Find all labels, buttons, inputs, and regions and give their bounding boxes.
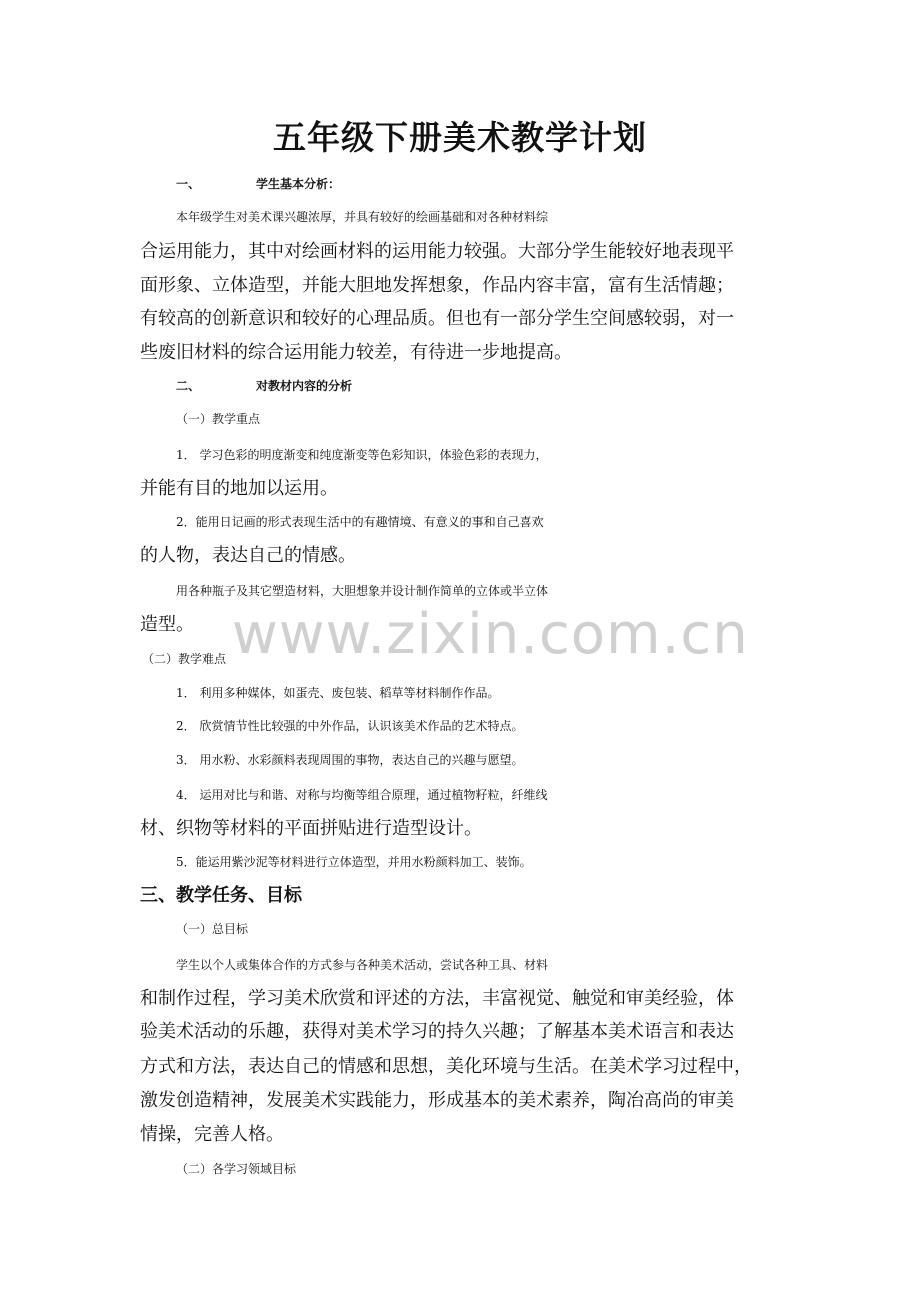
- paragraph-line: 本年级学生对美术课兴趣浓厚，并具有较好的绘画基础和对各种材料综: [176, 210, 549, 224]
- paragraph-line: 情操，完善人格。: [140, 1124, 284, 1145]
- paragraph-line: 方式和方法，表达自己的情感和思想，美化环境与生活。在美术学习过程中，: [140, 1056, 752, 1077]
- paragraph-line: 些废旧材料的综合运用能力较差，有待进一步地提高。: [140, 342, 572, 363]
- section-1-heading: [176, 172, 816, 196]
- paragraph-line: 2．能用日记画的形式表现生活中的有趣情境、有意义的事和自己喜欢: [176, 515, 544, 529]
- list-item: 5．能运用紫沙泥等材料进行立体造型，并用水粉颜料加工、装饰。: [176, 855, 532, 869]
- list-item-continued: 材、织物等材料的平面拼贴进行造型设计。: [140, 818, 482, 839]
- subheading: （二）各学习领域目标: [176, 1162, 297, 1176]
- paragraph-line: 激发创造精神，发展美术实践能力，形成基本的美术素养，陶冶高尚的审美: [140, 1090, 734, 1111]
- subheading: （一）教学重点: [176, 412, 261, 426]
- paragraph-line: 用各种瓶子及其它塑造材料，大胆想象并设计制作简单的立体或半立体: [176, 584, 549, 598]
- page-title: 五年级下册美术教学计划: [273, 118, 647, 157]
- paragraph-line: 有较高的创新意识和较好的心理品质。但也有一部分学生空间感较弱，对一: [140, 308, 734, 329]
- paragraph-line: 面形象、立体造型，并能大胆地发挥想象，作品内容丰富，富有生活情趣；: [140, 275, 734, 296]
- paragraph-line: 和制作过程，学习美术欣赏和评述的方法，丰富视觉、触觉和审美经验，体: [140, 988, 734, 1009]
- list-item: 1． 利用多种媒体，如蛋壳、废包装、稻草等材料制作作品。: [176, 686, 500, 700]
- paragraph-line: 的人物，表达自己的情感。: [140, 545, 356, 566]
- section-1-title: 学生基本分析：: [256, 177, 341, 191]
- paragraph-line: 学生以个人或集体合作的方式参与各种美术活动，尝试各种工具、材料: [176, 958, 549, 972]
- subheading: （一）总目标: [176, 922, 249, 936]
- subheading: （二）教学难点: [142, 652, 227, 666]
- section-2-number: 二、: [176, 379, 201, 393]
- paragraph-line: 合运用能力，其中对绘画材料的运用能力较强。大部分学生能较好地表现平: [140, 241, 734, 262]
- section-3-heading: 三、教学任务、目标: [140, 885, 302, 906]
- section-1-number: 一、: [176, 177, 201, 191]
- paragraph-line: 造型。: [140, 614, 194, 635]
- watermark: www.zixin.com.cn: [232, 602, 749, 667]
- paragraph-line: 验美术活动的乐趣，获得对美术学习的持久兴趣；了解基本美术语言和表达: [140, 1021, 734, 1042]
- list-item: 2． 欣赏情节性比较强的中外作品，认识该美术作品的艺术特点。: [176, 719, 524, 733]
- list-item: 3． 用水粉、水彩颜料表现周围的事物，表达自己的兴趣与愿望。: [176, 753, 524, 767]
- section-2-title: 对教材内容的分析: [256, 379, 353, 393]
- section-2-heading: [176, 374, 816, 398]
- paragraph-line: 1． 学习色彩的明度渐变和纯度渐变等色彩知识，体验色彩的表现力，: [176, 448, 548, 462]
- list-item: 4． 运用对比与和谐、对称与均衡等组合原理，通过植物籽粒，纤维线: [176, 788, 548, 802]
- paragraph-line: 并能有目的地加以运用。: [140, 478, 338, 499]
